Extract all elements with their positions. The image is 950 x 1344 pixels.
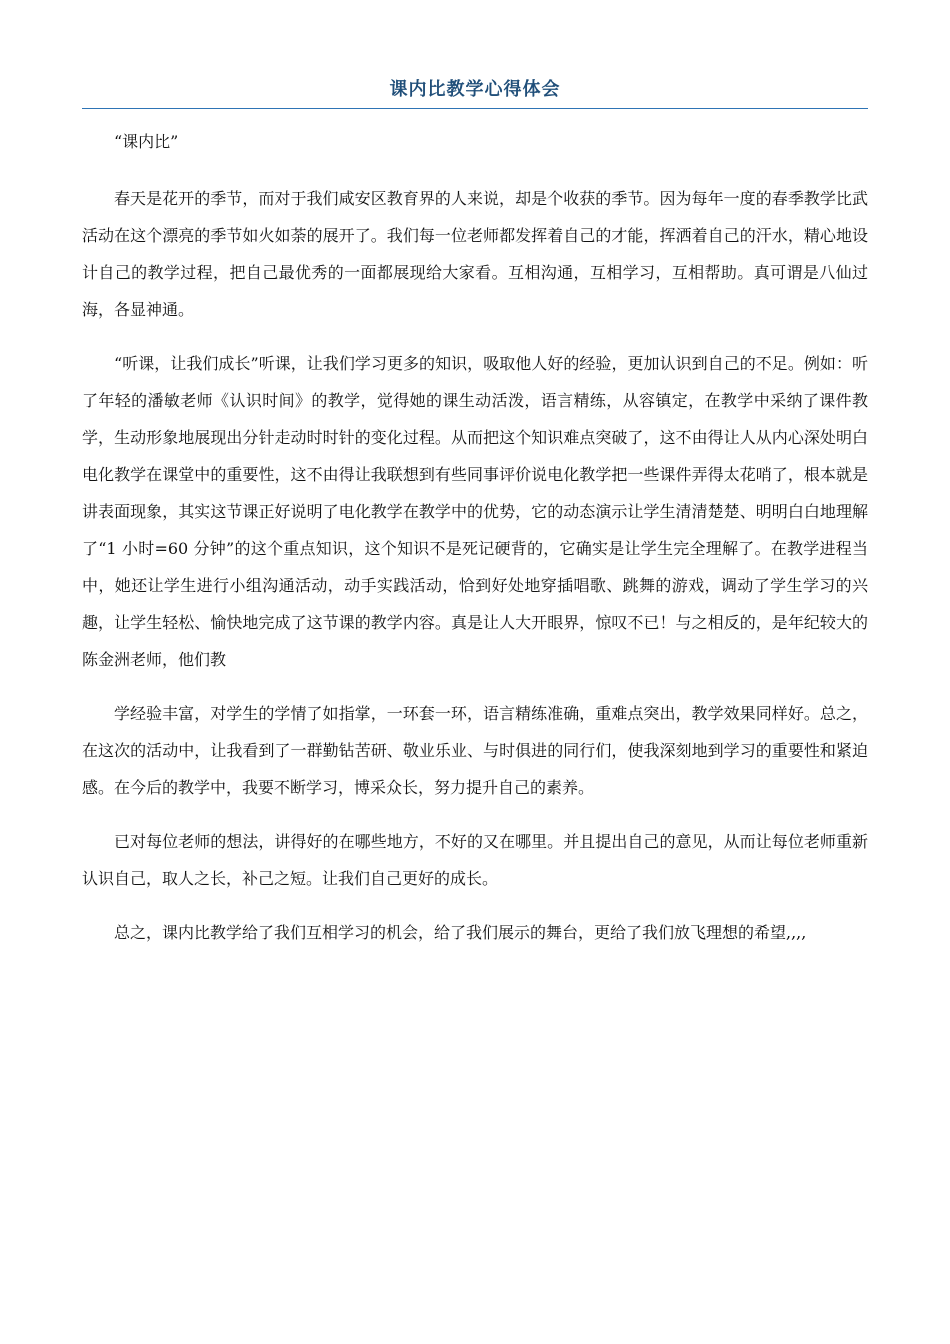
paragraph-experience: 学经验丰富，对学生的学情了如指掌，一环套一环，语言精练准确，重难点突出，教学效果同样好。总之，在这次的活动中，让我看到了一群勤钻苦研、敬业乐业、与时俱进的同行们，使我深刻地到学习的重要性和紧迫感。在今后的教学中，我要不断学习，博采众长，努力提升自己的素养。 [82,704,868,797]
paragraph-conclusion: 总之，课内比教学给了我们互相学习的机会，给了我们展示的舞台，更给了我们放飞理想的希望,,,, [114,923,807,942]
paragraph-feedback: 已对每位老师的想法，讲得好的在哪些地方，不好的又在哪里。并且提出自己的意见，从而让每位老师重新认识自己，取人之长，补己之短。让我们自己更好的成长。 [82,832,868,888]
paragraph-listening: “听课，让我们成长”听课，让我们学习更多的知识，吸取他人好的经验，更加认识到自己的不足。例如：听了年轻的潘敏老师《认识时间》的教学，觉得她的课生动活泼，语言精练，从容镇定，在教学中采纳了课件教学，生动形象地展现出分针走动时时针的变化过程。从而把这个知识难点突破了，这不由得让人从内心深处明白电化教学在课堂中的重要性，这不由得让我联想到有些同事评价说电化教学把一些课件弄得太花哨了，根本就是讲表面现象，其实这节课正好说明了电化教学在教学中的优势，它的动态演示让学生清清楚楚、明明白白地理解了“1 小时=60 分钟”的这个重点知识，这个知识不是死记硬背的，它确实是让学生完全理解了。在教学进程当中，她还让学生进行小组沟通活动，动手实践活动，恰到好处地穿插唱歌、跳舞的游戏，调动了学生学习的兴趣，让学生轻松、愉快地完成了这节课的教学内容。真是让人大开眼界，惊叹不已！与之相反的，是年纪较大的陈金洲老师，他们教 [82,354,868,669]
paragraph-spring: 春天是花开的季节，而对于我们咸安区教育界的人来说，却是个收获的季节。因为每年一度的春季教学比武活动在这个漂亮的季节如火如荼的展开了。我们每一位老师都发挥着自己的才能，挥洒着自己的汗水，精心地设计自己的教学过程，把自己最优秀的一面都展现给大家看。互相沟通，互相学习，互相帮助。真可谓是八仙过海，各显神通。 [82,189,868,319]
document-page [82,76,868,951]
subtitle: “课内比” [114,132,179,151]
document-title: 课内比教学心得体会 [82,76,868,109]
